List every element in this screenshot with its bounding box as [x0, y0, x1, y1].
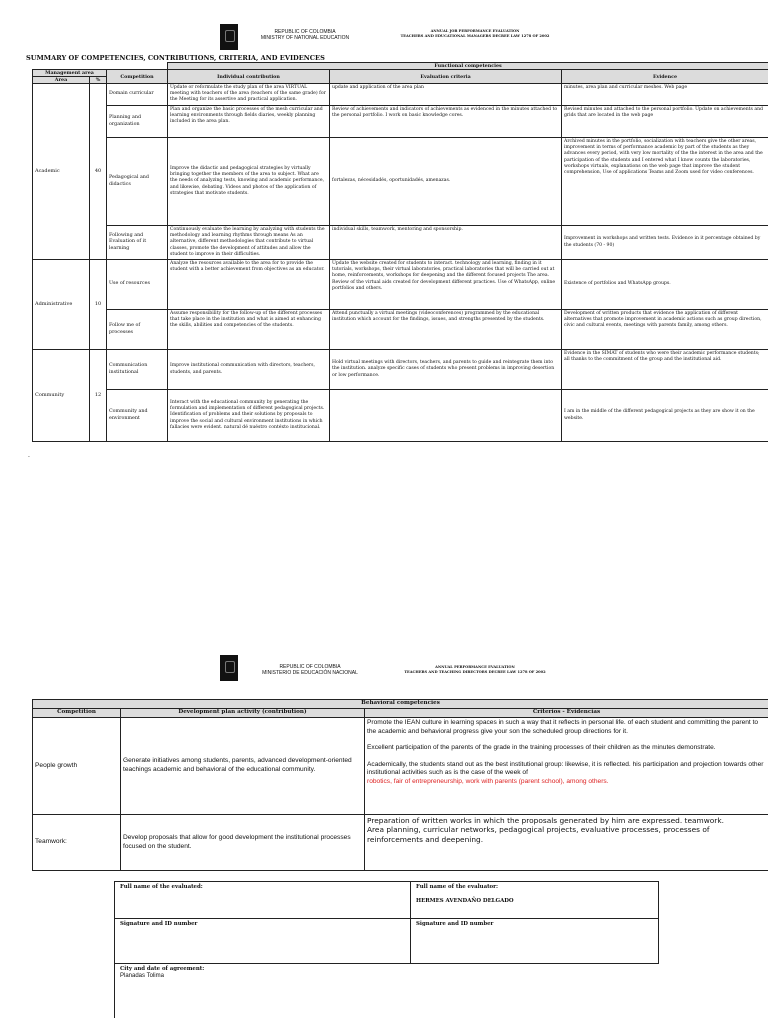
header-ministry: MINISTERIO DE EDUCACIÓN NACIONAL: [262, 670, 358, 676]
criteria-cell: fortalezas, nécesidadés, oportunidadés, amenazas.: [330, 138, 562, 226]
competition-cell: Follow me of processes: [107, 310, 168, 350]
evidence-cell: Revised minutes and attached to the personal portfolio. Update on achievements and grids that are located in the web page: [562, 106, 768, 138]
competition-header: Competition: [33, 709, 121, 718]
evidence-cell: Existence of portfolios and WhatsApp groups.: [562, 260, 768, 310]
competition-header: Competition: [107, 70, 168, 84]
pct-cell: 10: [90, 260, 107, 350]
criteria-cell: individual skills, teamwork, mentoring and sponsorship.: [330, 226, 562, 260]
competition-cell: Following and Evaluation of it learning: [107, 226, 168, 260]
coat-of-arms-logo: [220, 655, 238, 681]
competition-cell: Planning and organization: [107, 106, 168, 138]
header-country: REPUBLIC OF COLOMBIA: [279, 664, 341, 670]
header-eval-subtitle: TEACHERS AND TEACHING DIRECTORS DECREE LAW 1278 OF 2002: [404, 670, 546, 674]
criteria-highlight: robotics, fair of entrepreneurship, work with parents (parent school), among others.: [367, 777, 609, 785]
header-eval-title: ANNUAL PERFORMANCE EVALUATION: [435, 665, 515, 669]
header-right: [380, 665, 570, 675]
city-date-value: Planadas Tolima: [120, 973, 164, 979]
city-date-label: City and date of agreement:: [120, 966, 205, 972]
competition-cell: People growth: [33, 718, 121, 815]
contribution-cell: Interact with the educational community by generating the formulation and implementation of different pedagogical projects. Identification of problems and their solutions by proposals to improve the social and cultural environment institutions in which fallacies were evident. natural dé nuéstro contéxto institucional.: [168, 390, 330, 442]
area-cell: Administrative: [33, 260, 90, 350]
coat-of-arms-logo: [220, 24, 238, 50]
table-row: [33, 350, 768, 390]
evidence-cell: Improvement in workshops and written tests. Evidence in it percentage obtained by the students (70 - 90): [562, 226, 768, 260]
signature-label: Signature and ID number: [120, 921, 198, 927]
evaluated-signature-cell: [115, 919, 411, 964]
evidence-header: Evidence: [562, 70, 768, 84]
behavioral-competencies-table: [32, 699, 768, 871]
table-row: [33, 815, 768, 871]
competition-cell: Communication institutional: [107, 350, 168, 390]
criteria-paragraph: Excellent participation of the parents of the grade in the training processes of their children as the minutes demonstrate.: [367, 744, 716, 752]
criteria-cell: Review of achievements and indicators of achievements as evidenced in the minutes attached to the personal portfolio. I work on basic knowledge cores.: [330, 106, 562, 138]
evidence-cell: Evidence in the SIMAT of students who were their academic performance students; all thanks to the commitment of the group and the institutional aid.: [562, 350, 768, 390]
area-header: Area: [33, 77, 90, 84]
page-title: SUMMARY OF COMPETENCIES, CONTRIBUTIONS, CRITERIA, AND EVIDENCES: [26, 54, 325, 62]
evaluated-name-cell: [115, 882, 411, 919]
contribution-cell: Analyze the resources available to the area for to provide the student with a better achievement from objectives as an educator.: [168, 260, 330, 310]
header-ministry: MINISTRY OF NATIONAL EDUCATION: [260, 35, 350, 41]
criteria-cell: Hold virtual meetings with directors, teachers, and parents to guide and reintegrate them into the institution. analyze specific cases of students who present problems in improving desertion or low performance.: [330, 350, 562, 390]
criteria-paragraph: Promote the IEAN culture in learning spaces in such a way that it reflects in personal life. of each student and committing the parent to the academic and behavioral progress give your son the scheduled group directions for it.: [367, 719, 759, 735]
table-row: [33, 390, 768, 442]
contribution-cell: Improve institutional communication with directors, teachers, students, and parents.: [168, 350, 330, 390]
criteria-paragraph: Area planning, curricular networks, pedagogical projects, evaluative processes, processes of reinforcements and deepening.: [367, 825, 710, 844]
header-country: REPUBLIC OF COLOMBIA: [274, 29, 336, 35]
evaluator-name-value: HERMES AVENDAÑO DELGADO: [416, 898, 514, 904]
evaluated-name-label: Full name of the evaluated:: [120, 884, 203, 890]
contribution-cell: Plan and organize the basic processes of the mesh curricular and learning environments through fields diaries, weekly planning included in the area plan.: [168, 106, 330, 138]
competition-cell: Pedagogical and didactics: [107, 138, 168, 226]
pct-header: %: [90, 77, 107, 84]
header-center: [250, 29, 360, 41]
table-row: [33, 106, 768, 138]
criteria-cell: update and application of the area plan: [330, 84, 562, 106]
header-eval-title: ANNUAL JOB PERFORMANCE EVALUATION: [430, 29, 520, 33]
contribution-header: Individual contribution: [168, 70, 330, 84]
criteria-header: Criterios - Evidencias: [365, 709, 768, 718]
signature-table: [114, 881, 659, 1018]
activity-cell: Generate initiatives among students, parents, advanced development-oriented teachings academic and behavioral of the educational community.: [121, 718, 365, 815]
criteria-header: Evaluation criteria: [330, 70, 562, 84]
pct-cell: 12: [90, 350, 107, 442]
table-row: [33, 138, 768, 226]
signature-label: Signature and ID number: [416, 921, 494, 927]
criteria-paragraph: Academically, the students stand out as the best institutional group: likewise, it is reflected. his participation and projection towards other institutional activities such as is the case of the week of: [367, 760, 764, 777]
evidence-cell: I am in the middle of the different pedagogical projects as they are show it on the website.: [562, 390, 768, 442]
header-center: [250, 664, 370, 676]
evidence-cell: Archived minutes in the portfolio, socialization with teachers give the other areas, improvement in terms of performance academic by part of the students as they advances every period, with very low mortality of the the interest in the area and the participation of the students and I entered what I know counts the laboratories, workshops virtuals, explanations on the web page that improve the student comprehension, Use of applications Teams and Zoom used for video conferences.: [562, 138, 768, 226]
table-row: [33, 84, 768, 106]
evaluator-signature-cell: [411, 919, 659, 964]
criteria-cell: Update the website created for students to interact. technology and learning, finding in it tutorials, workshops, their virtual laboratories, practical laboratories that will be carried out at home, reinforcements, workshops for deepening and the different focused projects The area. Review of the virtual aids created for development different practices. Use of WhatsApp, online portfolios and others.: [330, 260, 562, 310]
functional-competencies-table: [32, 62, 768, 442]
table-row: [33, 718, 768, 815]
activity-header: Development plan activity (contribution): [121, 709, 365, 718]
table-row: [33, 260, 768, 310]
table-top-blank: [33, 63, 168, 70]
pct-cell: 40: [90, 84, 107, 260]
evaluator-name-cell: [411, 882, 659, 919]
competition-cell: Use of resources: [107, 260, 168, 310]
behavioral-competencies-header: Behavioral competencies: [33, 700, 768, 709]
criteria-cell: [365, 815, 768, 871]
criteria-paragraph: Preparation of written works in which the proposals generated by him are expressed. teamwork.: [367, 816, 724, 825]
table-row: [33, 226, 768, 260]
management-area-header: Management area: [33, 70, 107, 77]
header-eval-subtitle: TEACHERS AND EDUCATIONAL MANAGERS DECREE LAW 1278 OF 2002: [400, 34, 550, 38]
contribution-cell: Improve the didactic and pedagogical strategies by virtually bringing together the members of the area to subject. What are the needs of analyzing tests, knowing and academic performance, and likewise, debating. Videos and photos of the application of strategies that motivate students.: [168, 138, 330, 226]
contribution-cell: Continuously evaluate the learning by analyzing with students the methodology and learning rhythms through means As an alternative, different methodologies that contribute to virtual classes, promote the development of attitudes and allow the student to improve in their difficulties.: [168, 226, 330, 260]
stray-dot: .: [28, 452, 30, 459]
evidence-cell: Development of written products that evidence the application of different alternatives that promote improvement in academic actions such as group direction, civic and cultural events, meetings with parents family, among others.: [562, 310, 768, 350]
criteria-cell: [330, 390, 562, 442]
activity-cell: Develop proposals that allow for good development the institutional processes focused on the student.: [121, 815, 365, 871]
competition-cell: Teamwork:: [33, 815, 121, 871]
criteria-cell: [365, 718, 768, 815]
contribution-cell: Update or reformulate the study plan of the area VIRTUAL meeting with teachers of the area (teachers of the same grade) for the Meeting for its assertive and practical application.: [168, 84, 330, 106]
table-row: [33, 310, 768, 350]
header-right: [385, 29, 565, 39]
area-cell: Academic: [33, 84, 90, 260]
area-cell: Community: [33, 350, 90, 442]
criteria-cell: Attend punctually a virtual meetings (videoconferences) programmed by the educational institution which account for the findings, issues, and strengths presented by the students.: [330, 310, 562, 350]
contribution-cell: Assume responsibility for the follow-up of the different processes that take place in the institution and what is aimed at enhancing the skills, abilities and competencies of the students.: [168, 310, 330, 350]
competition-cell: Community and environment: [107, 390, 168, 442]
competition-cell: Domain curricular: [107, 84, 168, 106]
functional-competencies-header: Functional competencies: [168, 63, 768, 70]
city-date-cell: [115, 964, 659, 1018]
evaluator-name-label: Full name of the evaluator:: [416, 884, 498, 890]
evidence-cell: minutes, area plan and curricular meshes. Web page: [562, 84, 768, 106]
